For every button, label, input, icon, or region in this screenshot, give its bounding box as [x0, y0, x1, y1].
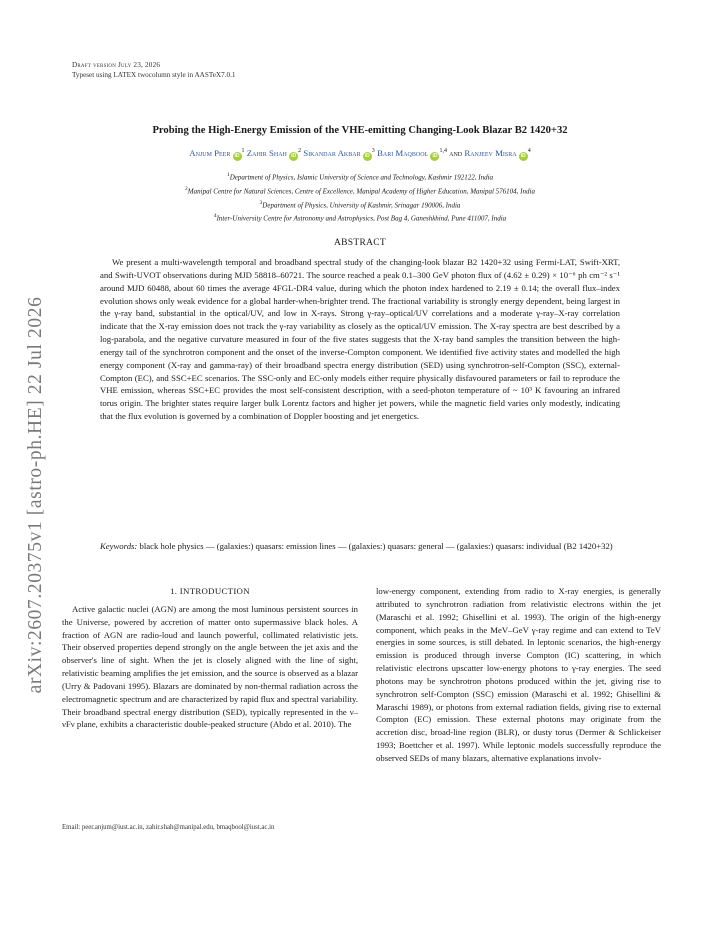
abstract-heading: ABSTRACT [333, 238, 387, 248]
section-heading: 1. INTRODUCTION [170, 586, 250, 596]
intro-paragraph-continued: low-energy component, extending from radio to X-ray energies, is generally attributed to synchrotron radiation from relativistic electrons within the jet (Maraschi et al. 1992; Ghisellini et al. 1993). The origin of the high-energy component, which peaks in the MeV–GeV γ-ray regime and can extend to TeV energies in some sources, is still debated. In leptonic scenarios, the high-energy emission is produced through inverse Compton (IC) scattering, in which relativistic electrons upscatter low-energy photons to γ-ray energies. The seed photons may be synchrotron photons produced within the jet, giving rise to synchrotron self-Compton (SSC) emission (Maraschi et al. 1992; Ghisellini & Maraschi 1989), or photons from external radiation fields, giving rise to external Compton (EC) emission. These external photons may originate from the accretion disc, broad-line region (BLR), or dusty torus (Dermer & Schlickeiser 1993; Boettcher et al. 1997). While leptonic models successfully reproduce the observed SEDs of many blazars, alternative explanations involv- [376, 586, 661, 763]
arxiv-stamp[interactable]: arXiv:2607.20375v1 [astro-ph.HE] 22 Jul 2026 [25, 296, 46, 694]
orcid-icon[interactable]: iD [291, 153, 297, 159]
author-name: Sikandar Akbar [303, 148, 361, 158]
right-column [376, 585, 661, 765]
email-footnote: Email: peer.anjum@iust.ac.in, zahir.shah@manipal.edu, bmaqbool@iust.ac.in [62, 824, 275, 831]
author-affil-sup: 2 [298, 148, 302, 155]
affiliation-3: $^3$Department of Physics, University of Kashmir, Srinagar 190006, India [259, 199, 461, 209]
running-header [72, 60, 236, 80]
abstract-text: We present a multi-wavelength temporal and broadband spectral study of the changing-look blazar B2 1420+32 using Fermi-LAT, Swift-XRT, and Swift-UVOT observations during MJD 58818–60721. The source reached a peak 0.1–300 GeV photon flux of (4.62 ± 0.29) × 10⁻⁶ ph cm⁻² s⁻¹ around MJD 60488, about 60 times the average 4FGL-DR4 value, during which the photon index hardened to 2.19 ± 0.14; the overall flux–index evolution shows only weak evidence for a global harder-when-brighter trend. The fractional variability is strongly energy dependent, being largest in the γ-ray band, substantial in the optical/UV, and low in X-rays. Strong γ-ray–optical/UV correlations and a moderate γ-ray–X-ray correlation indicate that the X-ray emission does not track the γ-ray variability as closely as the optical/UV emission. The X-ray spectra are best described by a log-parabola, and the negative curvature measured in four of the five states suggests that the X-ray band samples the transition between the high-energy tail of the synchrotron component and the onset of the inverse-Compton component. We identified five activity states and modelled the high energy component (X-ray and gamma-ray) of their broadband spectra energy distribution (SED) using synchrotron-self-Compton (SSC), external-Compton (EC), and SSC+EC scenarios. The SSC-only and EC-only models either require physically disfavoured parameters or fail to reproduce the VHE emission, whereas SSC+EC provides the most self-consistent description, with a seed-photon temperature of ~ 10³ K favouring an infrared torus origin. The brighter states require larger bulk Lorentz factors and higher jet powers, while the magnetic field varies only modestly, indicating that the flux evolution is governed by a combination of Doppler boosting and jet energetics. [100, 257, 620, 422]
author-name: Anjum Peer [189, 148, 231, 158]
intro-paragraph: Active galactic nuclei (AGN) are among the most luminous persistent sources in the Universe, powered by accretion of matter onto supermassive black holes. A fraction of AGN are radio-loud and launch powerful, collimated relativistic jets. Their observed properties depend strongly on the angle between the jet axis and the observer's line of sight. When the jet is closely aligned with the line of sight, relativistic beaming amplifies the jet emission, and the source is observed as a blazar (Urry & Padovani 1995). Blazars are dominated by non-thermal radiation across the electromagnetic spectrum and are characterized by rapid flux and spectral variability. Their broadband spectral energy distribution (SED), typically represented in the ν–νFν plane, exhibits a characteristic double-peaked structure (Abdo et al. 2010). The [62, 603, 358, 730]
orcid-icon[interactable]: iD [364, 153, 370, 159]
left-column [62, 585, 358, 731]
orcid-icon[interactable]: iD [520, 153, 526, 159]
orcid-icon[interactable]: iD [234, 153, 240, 159]
author-list [60, 148, 660, 161]
author-affil-sup: 1,4 [439, 148, 447, 155]
author-name: Ranjeev Misra [464, 148, 517, 158]
affiliation-4: $^4$Inter-University Centre for Astronomy and Astrophysics, Post Bag 4, Ganeshkhind, Pune 411007, India [213, 213, 507, 223]
keywords-text: black hole physics — (galaxies:) quasars: emission lines — (galaxies:) quasars: general — (galaxies:) quasars: individual (B2 1420+32) [139, 541, 613, 551]
author-affil-sup: 1 [241, 148, 245, 155]
orcid-icon[interactable]: iD [432, 153, 438, 159]
affiliation-1: $^1$Department of Physics, Islamic University of Science and Technology, Kashmir 192122, India [226, 172, 494, 182]
author-name: Bari Maqbool [377, 148, 429, 158]
affiliations [60, 170, 660, 225]
keywords-label: Keywords: [100, 541, 138, 551]
author-name: Zahir Shah [246, 148, 287, 158]
keywords [100, 540, 620, 553]
paper-title: Probing the High-Energy Emission of the VHE-emitting Changing-Look Blazar B2 1420+32 [152, 125, 568, 136]
draft-version: Draft version July 23, 2026 [72, 61, 161, 69]
author-and: and [449, 148, 463, 158]
author-affil-sup: 3 [371, 148, 375, 155]
typeset-line: Typeset using LATEX twocolumn style in AASTeX7.0.1 [72, 71, 236, 79]
affiliation-2: $^2$Manipal Centre for Natural Sciences, Centre of Excellence, Manipal Academy of Higher Education, Manipal 576104, India [185, 185, 535, 196]
author-affil-sup: 4 [527, 148, 531, 155]
